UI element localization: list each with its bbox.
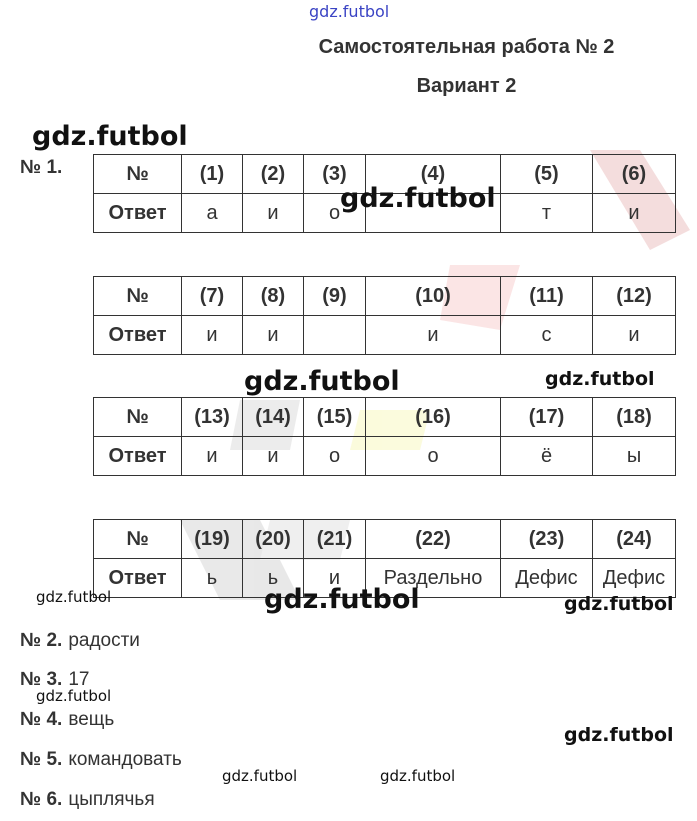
- task-4: [20, 709, 114, 731]
- table-cell: и: [243, 316, 304, 355]
- table-cell: (13): [182, 398, 243, 437]
- row-header-num: №: [94, 398, 182, 437]
- watermark: gdz.futbol: [564, 724, 674, 746]
- page-subtitle: Вариант 2: [416, 75, 517, 97]
- table-row: [94, 316, 676, 355]
- table-cell: и: [304, 559, 366, 598]
- table-cell: (9): [304, 277, 366, 316]
- table-cell: ь: [182, 559, 243, 598]
- table-cell: ь: [243, 559, 304, 598]
- answer-table-2: [93, 276, 676, 355]
- table-cell: о: [304, 194, 366, 233]
- table-row: [94, 520, 676, 559]
- task-6: [20, 789, 155, 811]
- task-5-label: № 5.: [20, 749, 63, 770]
- watermark: gdz.futbol: [264, 584, 420, 615]
- table-cell: (6): [593, 155, 676, 194]
- row-header-answer: Ответ: [94, 559, 182, 598]
- watermark: gdz.futbol: [32, 121, 188, 152]
- row-header-answer: Ответ: [94, 194, 182, 233]
- page-title: Самостоятельная работа № 2: [318, 36, 615, 58]
- table-cell: (23): [501, 520, 593, 559]
- watermark-top[interactable]: gdz.futbol: [309, 2, 390, 21]
- table-cell: (22): [366, 520, 501, 559]
- table-cell: (4): [366, 155, 501, 194]
- table-cell: и: [243, 437, 304, 476]
- table-cell: и: [593, 316, 676, 355]
- table-row: [94, 277, 676, 316]
- watermark: gdz.futbol: [564, 593, 674, 615]
- table-cell: (11): [501, 277, 593, 316]
- table-cell: и: [182, 316, 243, 355]
- table-cell: о: [304, 437, 366, 476]
- task-3-answer: 17: [68, 669, 90, 690]
- table-cell: (5): [501, 155, 593, 194]
- task-2-answer: радости: [68, 630, 140, 651]
- table-cell: Дефис: [501, 559, 593, 598]
- row-header-num: №: [94, 520, 182, 559]
- table-cell: т: [501, 194, 593, 233]
- task-2: [20, 630, 140, 652]
- table-cell: (20): [243, 520, 304, 559]
- watermark: gdz.futbol: [36, 588, 112, 606]
- table-cell: и: [182, 437, 243, 476]
- table-row: [94, 437, 676, 476]
- table-cell: (1): [182, 155, 243, 194]
- table-row: [94, 398, 676, 437]
- table-cell: и: [366, 316, 501, 355]
- task-6-label: № 6.: [20, 789, 63, 810]
- table-cell: (7): [182, 277, 243, 316]
- table-cell: (17): [501, 398, 593, 437]
- watermark: gdz.futbol: [340, 183, 496, 214]
- table-cell: а: [182, 194, 243, 233]
- watermark: gdz.futbol: [244, 366, 400, 397]
- row-header-num: №: [94, 277, 182, 316]
- table-cell: (19): [182, 520, 243, 559]
- table-cell: (16): [366, 398, 501, 437]
- table-cell: (18): [593, 398, 676, 437]
- table-cell: (24): [593, 520, 676, 559]
- table-cell: ы: [593, 437, 676, 476]
- watermark: gdz.futbol: [380, 767, 456, 785]
- task-1-label: № 1.: [20, 157, 63, 178]
- task-4-answer: вещь: [68, 709, 115, 730]
- watermark: gdz.futbol: [545, 368, 655, 390]
- task-6-answer: цыплячья: [68, 789, 155, 810]
- table-cell: и: [243, 194, 304, 233]
- task-3-label: № 3.: [20, 669, 63, 690]
- task-4-label: № 4.: [20, 709, 63, 730]
- table-cell: (14): [243, 398, 304, 437]
- table-cell: (3): [304, 155, 366, 194]
- row-header-answer: Ответ: [94, 316, 182, 355]
- task-5-answer: командовать: [68, 749, 182, 770]
- table-cell: с: [501, 316, 593, 355]
- table-cell: (12): [593, 277, 676, 316]
- watermark: gdz.futbol: [36, 687, 112, 705]
- table-cell: (21): [304, 520, 366, 559]
- table-cell: и: [593, 194, 676, 233]
- task-5: [20, 749, 182, 771]
- row-header-answer: Ответ: [94, 437, 182, 476]
- table-cell: Дефис: [593, 559, 676, 598]
- table-cell: Раздельно: [366, 559, 501, 598]
- table-cell: (10): [366, 277, 501, 316]
- table-cell: ё: [501, 437, 593, 476]
- task-2-label: № 2.: [20, 630, 63, 651]
- table-cell: (8): [243, 277, 304, 316]
- table-cell: о: [366, 437, 501, 476]
- table-cell: (15): [304, 398, 366, 437]
- watermark: gdz.futbol: [222, 767, 298, 785]
- table-cell: [304, 316, 366, 355]
- table-cell: (2): [243, 155, 304, 194]
- row-header-num: №: [94, 155, 182, 194]
- answer-table-3: [93, 397, 676, 476]
